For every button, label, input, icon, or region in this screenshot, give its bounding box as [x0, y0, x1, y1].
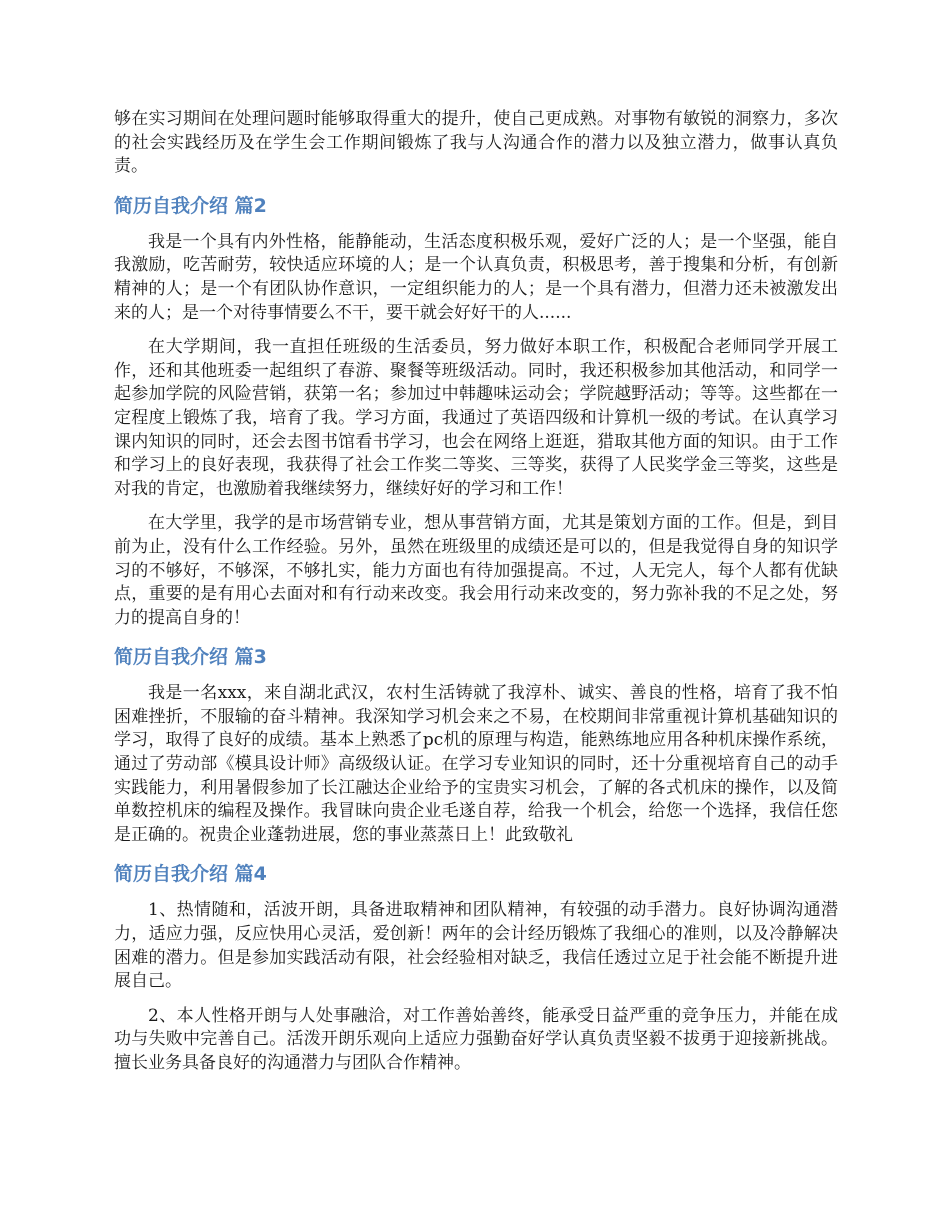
section-2-paragraph-2: 在大学期间，我一直担任班级的生活委员，努力做好本职工作，积极配合老师同学开展工作，还和其他班委一起组织了春游、聚餐等班级活动。同时，我还积极参加其他活动，和同学一起参加学院的风险营销，获第一名；参加过中韩趣味运动会；学院越野活动；等等。这些都在一定程度上锻炼了我，培育了我。学习方面，我通过了英语四级和计算机一级的考试。在认真学习课内知识的同时，还会去图书馆看书学习，也会在网络上逛逛，猎取其他方面的知识。由于工作和学习上的良好表现，我获得了社会工作奖二等奖、三等奖，获得了人民奖学金三等奖，这些是对我的肯定，也激励着我继续努力，继续好好的学习和工作！: [114, 337, 838, 499]
section-heading-4: 简历自我介绍 篇4: [114, 863, 267, 886]
section-3-paragraph-1: 我是一名xxx，来自湖北武汉，农村生活铸就了我淳朴、诚实、善良的性格，培育了我不怕困难挫折，不服输的奋斗精神。我深知学习机会来之不易，在校期间非常重视计算机基础知识的学习，取得了良好的成绩。基本上熟悉了pc机的原理与构造，能熟练地应用各种机床操作系统，通过了劳动部《模具设计师》高级级认证。在学习专业知识的同时，还十分重视培育自己的动手实践能力，利用暑假参加了长江融达企业给予的宝贵实习机会，了解的各式机床的操作，以及简单数控机床的编程及操作。我冒昧向贵企业毛遂自荐，给我一个机会，给您一个选择，我信任您是正确的。祝贵企业蓬勃进展，您的事业蒸蒸日上！此致敬礼: [114, 683, 838, 845]
section-4-paragraph-1: 1、热情随和，活波开朗，具备进取精神和团队精神，有较强的动手潜力。良好协调沟通潜力，适应力强，反应快用心灵活，爱创新！两年的会计经历锻炼了我细心的准则，以及冷静解决困难的潜力。但是参加实践活动有限，社会经验相对缺乏，我信任透过立足于社会能不断提升进展自己。: [114, 900, 838, 992]
section-4-paragraph-2: 2、本人性格开朗与人处事融洽，对工作善始善终，能承受日益严重的竞争压力，并能在成功与失败中完善自己。活泼开朗乐观向上适应力强勤奋好学认真负责坚毅不拔勇于迎接新挑战。擅长业务具备良好的沟通潜力与团队合作精神。: [114, 1005, 838, 1073]
document-page: [114, 108, 838, 1076]
intro-paragraph: 够在实习期间在处理问题时能够取得重大的提升，使自己更成熟。对事物有敏锐的洞察力，多次的社会实践经历及在学生会工作期间锻炼了我与人沟通合作的潜力以及独立潜力，做事认真负责。: [114, 109, 838, 177]
section-heading-2: 简历自我介绍 篇2: [114, 194, 267, 217]
section-heading-3: 简历自我介绍 篇3: [114, 646, 267, 669]
section-2-paragraph-1: 我是一个具有内外性格，能静能动，生活态度积极乐观，爱好广泛的人；是一个坚强，能自我激励，吃苦耐劳，较快适应环境的人；是一个认真负责，积极思考，善于搜集和分析，有创新精神的人；是一个有团队协作意识，一定组织能力的人；是一个具有潜力，但潜力还未被激发出来的人；是一个对待事情要么不干，要干就会好好干的人......: [114, 231, 838, 323]
section-2-paragraph-3: 在大学里，我学的是市场营销专业，想从事营销方面，尤其是策划方面的工作。但是，到目前为止，没有什么工作经验。另外，虽然在班级里的成绩还是可以的，但是我觉得自身的知识学习的不够好，不够深，不够扎实，能力方面也有待加强提高。不过，人无完人，每个人都有优缺点，重要的是有用心去面对和有行动来改变。我会用行动来改变的，努力弥补我的不足之处，努力的提高自身的！: [114, 513, 838, 628]
